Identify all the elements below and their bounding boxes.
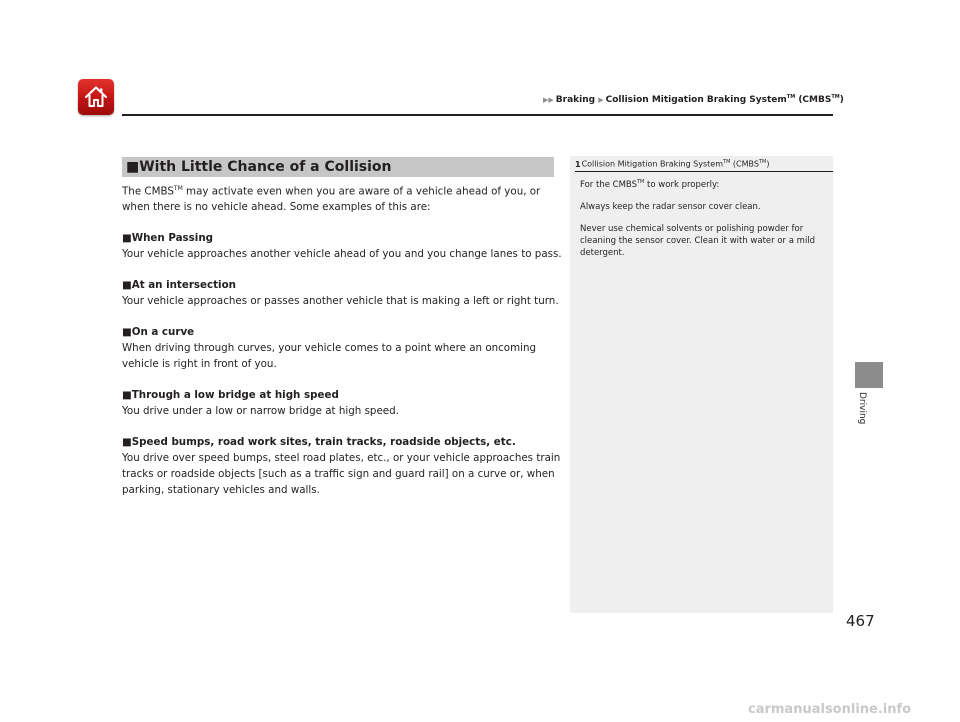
chapter-label: Driving (857, 392, 867, 425)
sidebar-paragraph: Never use chemical solvents or polishing powder for cleaning the sensor cover. Clean it with water or a mild detergent. (580, 223, 816, 258)
example-block (122, 230, 562, 262)
example-text: Your vehicle approaches another vehicle ahead of you and you change lanes to pass. (122, 248, 562, 261)
example-title: ■Through a low bridge at high speed (122, 389, 339, 402)
example-text: When driving through curves, your vehicle comes to a point where an oncoming vehicle is right in front of you. (122, 342, 537, 371)
sidebar-paragraph: Always keep the radar sensor cover clean. (580, 201, 761, 212)
example-title: ■On a curve (122, 326, 195, 339)
main-content (122, 181, 562, 513)
sidebar-note (570, 156, 833, 613)
sidebar-line: For the CMBS™ to work properly: (580, 179, 720, 190)
example-title: ■Speed bumps, road work sites, train tracks, roadside objects, etc. (122, 436, 516, 449)
sidebar-title[interactable]: 1Collision Mitigation Braking System™ (CMBS™) (575, 159, 833, 172)
example-text: You drive over speed bumps, steel road plates, etc., or your vehicle approaches train tracks or roadside objects [such as a traffic sign and guard rail] on a curve or, when parking, stationary vehicles and walls. (122, 452, 561, 497)
example-text: You drive under a low or narrow bridge at high speed. (122, 405, 399, 418)
example-title: ■At an intersection (122, 279, 236, 292)
watermark: carmanualsonline.info (748, 702, 912, 717)
section-heading: ■With Little Chance of a Collision (122, 157, 554, 177)
example-block (122, 324, 562, 372)
example-block (122, 387, 562, 419)
example-block (122, 434, 562, 498)
sidebar-body (580, 176, 823, 269)
example-block (122, 277, 562, 309)
breadcrumb-cmbs[interactable]: Collision Mitigation Braking System™ (CMBS™) (605, 94, 844, 105)
breadcrumb-braking[interactable]: Braking (555, 95, 596, 105)
header-divider (122, 114, 833, 116)
intro-paragraph: The CMBS™ may activate even when you are aware of a vehicle ahead of you, or when there is no vehicle ahead. Some examples of this are: (122, 185, 541, 214)
home-icon (83, 84, 109, 110)
home-button[interactable] (78, 79, 114, 115)
breadcrumb: ▶▶ Braking ▶ Collision Mitigation Braking System™ (CMBS™) (543, 94, 844, 105)
page-number: 467 (846, 612, 875, 630)
chapter-tab[interactable] (855, 362, 883, 388)
example-title: ■When Passing (122, 232, 214, 245)
example-text: Your vehicle approaches or passes another vehicle that is making a left or right turn. (122, 295, 559, 308)
